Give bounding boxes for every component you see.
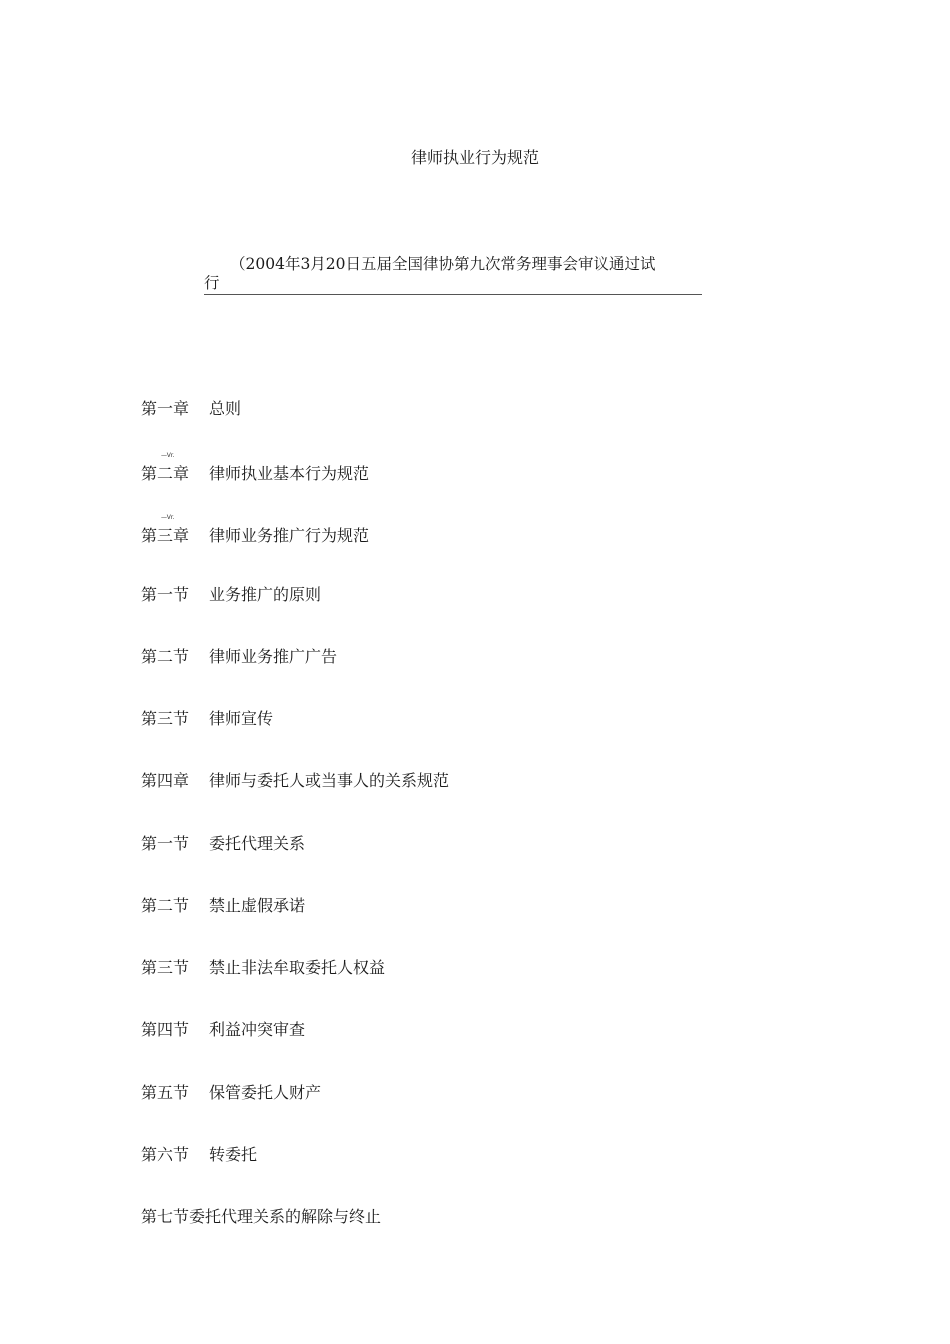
toc-entry: [141, 584, 321, 606]
toc-entry: [141, 1082, 321, 1104]
toc-label: 保管委托人财产: [209, 1083, 322, 1102]
page-title: 律师执业行为规范: [410, 148, 539, 167]
toc-entry: [141, 770, 449, 792]
toc-label: 委托代理关系: [209, 834, 306, 853]
toc-label: 业务推广的原则: [209, 585, 322, 604]
toc-number: 第一节: [141, 834, 190, 853]
toc-label: 律师宣传: [209, 709, 274, 728]
toc-number: 第二节: [141, 647, 190, 666]
toc-label: 律师业务推广行为规范: [209, 526, 370, 545]
toc-entry: [141, 957, 385, 979]
toc-label: 律师与委托人或当事人的关系规范: [209, 771, 450, 790]
toc-entry: [141, 452, 370, 485]
scan-artifact-mark: —Vr.: [161, 514, 175, 521]
toc-number: 第四章: [141, 771, 190, 790]
toc-label: 总则: [209, 399, 242, 418]
toc-number: [141, 514, 209, 547]
toc-entry: [141, 708, 273, 730]
toc-number-text: 第二章: [141, 464, 190, 483]
toc-number: 第一章: [141, 399, 190, 418]
toc-label: 禁止虚假承诺: [209, 896, 306, 915]
toc-number: 第三节: [141, 709, 190, 728]
toc-number-text: 第三章: [141, 526, 190, 545]
toc-number: 第四节: [141, 1020, 190, 1039]
toc-entry: [141, 895, 305, 917]
toc-label: 禁止非法牟取委托人权益: [209, 958, 386, 977]
toc-entry: [141, 1019, 305, 1041]
toc-entry: [141, 1144, 257, 1166]
toc-label: 委托代理关系的解除与终止: [189, 1207, 382, 1226]
toc-entry: [141, 646, 337, 668]
toc-entry: [141, 833, 305, 855]
toc-number: 第一节: [141, 585, 190, 604]
toc-number: 第二节: [141, 896, 190, 915]
toc-label: 利益冲突审查: [209, 1020, 306, 1039]
scan-artifact-mark: —Vr.: [161, 452, 175, 459]
toc-label: 转委托: [209, 1145, 258, 1164]
subtitle-line-1: （2004年3月20日五届全国律协第九次常务理事会审议通过试: [230, 255, 656, 273]
toc-entry: [141, 514, 370, 547]
subtitle-line-2: 行: [204, 274, 220, 292]
toc-number: 第三节: [141, 958, 190, 977]
toc-label: 律师执业基本行为规范: [209, 464, 370, 483]
toc-number: 第五节: [141, 1083, 190, 1102]
toc-number: 第七节: [141, 1207, 190, 1226]
toc-entry: [141, 1206, 381, 1228]
toc-label: 律师业务推广广告: [209, 647, 338, 666]
toc-entry: [141, 398, 241, 420]
toc-number: [141, 452, 209, 485]
toc-number: 第六节: [141, 1145, 190, 1164]
subtitle: [204, 255, 702, 295]
